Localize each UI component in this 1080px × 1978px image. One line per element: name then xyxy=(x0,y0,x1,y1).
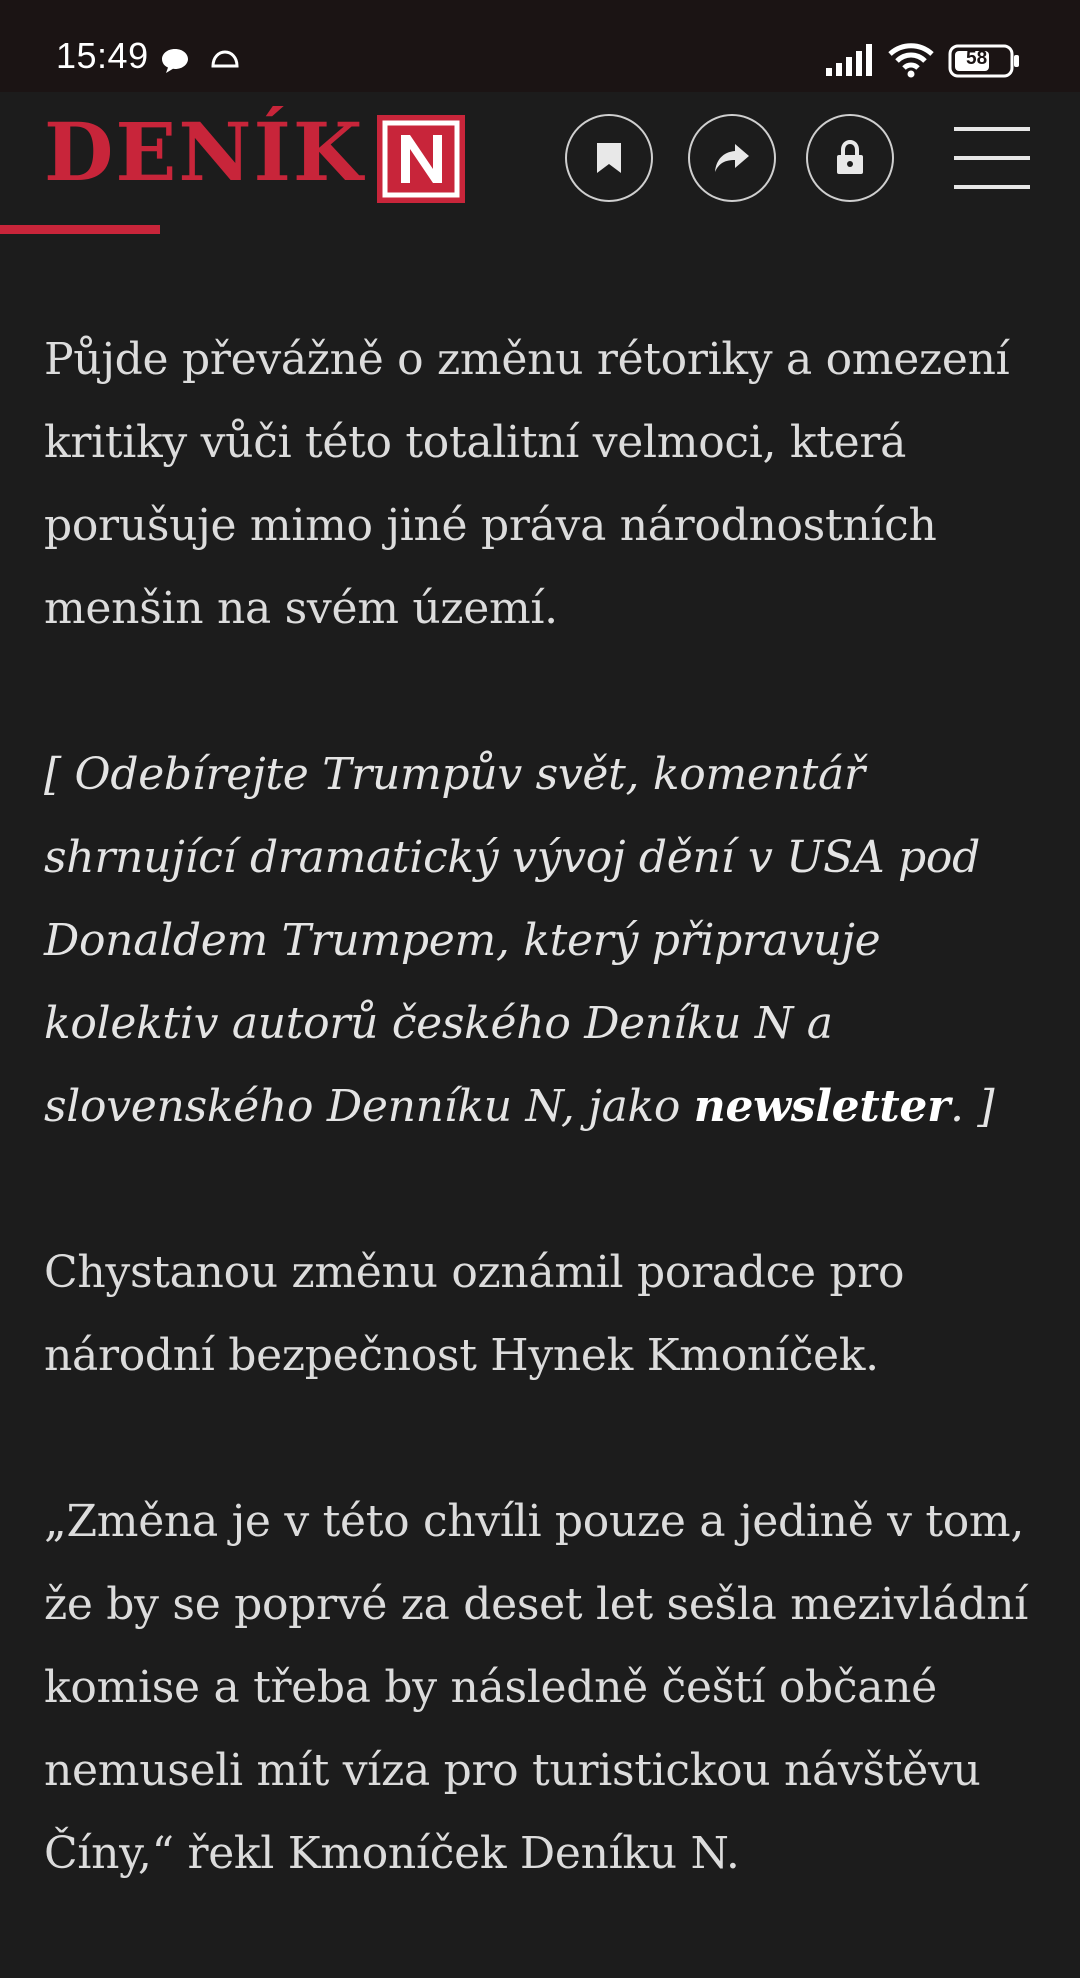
menu-icon-bar xyxy=(954,185,1030,189)
battery-level: 58 xyxy=(966,48,988,69)
promo-text-end: . ] xyxy=(949,1081,995,1132)
signal-icon xyxy=(826,44,874,76)
logo-wordmark[interactable]: DENÍK xyxy=(44,105,365,199)
menu-icon-bar xyxy=(954,156,1030,160)
share-icon xyxy=(713,142,751,174)
status-time: 15:49 xyxy=(56,35,149,76)
share-button[interactable] xyxy=(688,114,776,202)
logo-n-mark[interactable] xyxy=(377,115,465,203)
menu-icon-bar xyxy=(954,127,1030,131)
wifi-icon xyxy=(888,42,934,78)
newsletter-link[interactable]: newsletter xyxy=(693,1081,950,1132)
status-bar xyxy=(0,0,1080,92)
bookmark-icon xyxy=(594,141,624,175)
article-body xyxy=(44,318,1044,1978)
lock-button[interactable] xyxy=(806,114,894,202)
chat-bubble-icon xyxy=(160,46,190,76)
article-paragraph: Půjde převážně o změnu rétoriky a omezení kritiky vůči této totalitní velmoci, která porušuje mimo jiné práva národnostních menšin na svém území. xyxy=(44,334,1010,634)
article-paragraph: „Změna je v této chvíli pouze a jedině v tom, že by se poprvé za deset let sešla mezivládní komise a třeba by následně čeští občané nemuseli mít víza pro turistickou návštěvu Číny,“ řekl Kmoníček Deníku N. xyxy=(44,1496,1028,1879)
lock-icon xyxy=(835,140,865,176)
logo-n-icon xyxy=(377,115,465,203)
article-paragraph: Chystanou změnu oznámil poradce pro národní bezpečnost Hynek Kmoníček. xyxy=(44,1247,905,1381)
site-header xyxy=(0,92,1080,242)
menu-button[interactable] xyxy=(954,127,1030,189)
newsletter-promo-paragraph xyxy=(44,733,1044,1148)
cloud-icon xyxy=(210,48,240,70)
promo-text: [ Odebírejte Trumpův svět, komentář shrnující dramatický vývoj dění v USA pod Donaldem Trumpem, který připravuje kolektiv autorů českého Deníku N a slovenského Denníku N, jako xyxy=(44,749,980,1132)
header-accent-line xyxy=(0,225,160,234)
bookmark-button[interactable] xyxy=(565,114,653,202)
